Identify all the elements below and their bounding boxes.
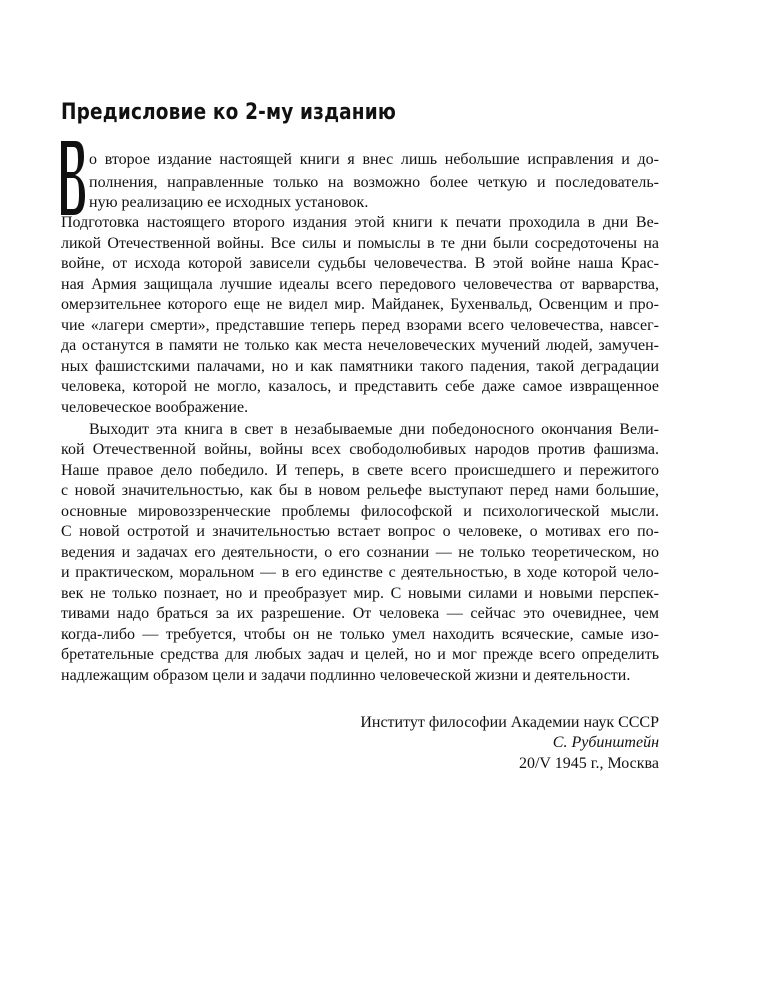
text-line: чие «лагери смерти», представшие теперь перед взорами всего человечества, навсег- — [61, 317, 659, 334]
text-line: надлежащим образом цели и задачи подлинно человеческой жизни и деятельности. — [61, 667, 631, 684]
signature-institute: Институт философии Академии наук СССР — [360, 714, 659, 731]
signature-date-place: 20/V 1945 г., Москва — [518, 755, 659, 772]
text-line: о второе издание настоящей книги я внес лишь небольшие исправления и до- — [89, 151, 659, 168]
signature-author: С. Рубинштейн — [552, 734, 659, 751]
text-line: ведения и задачах его деятельности, о его сознании — не только теоретическом, но — [61, 544, 659, 561]
text-line: С новой остротой и значительностью встает вопрос о человеке, о мотивах его по- — [61, 523, 659, 540]
text-line: кой Отечественной войны, войны всех свободолюбивых народов против фашизма. — [61, 441, 659, 458]
text-line: ных фашистскими палачами, но и как памятники такого падения, такой деградации — [61, 358, 659, 375]
text-line: когда-либо — требуется, чтобы он не только умел находить всяческие, самые изо- — [61, 626, 659, 643]
text-line: войне, от исхода которой зависели судьбы человечества. В этой войне наша Крас- — [61, 255, 659, 272]
text-line: с новой значительностью, как бы в новом рельефе выступают перед нами большие, — [61, 482, 659, 499]
text-line: основные мировоззренческие проблемы философской и психологической мысли. — [61, 503, 659, 520]
text-line: омерзительнее которого еще не видел мир. Майданек, Бухенвальд, Освенцим и про- — [61, 296, 659, 313]
text-line: Выходит эта книга в свет в незабываемые дни победоносного окончания Вели- — [89, 421, 659, 438]
text-line: и практическом, моральном — в его единстве с деятельностью, в ходе которой чело- — [61, 564, 659, 581]
text-line: ную реализацию ее исходных установок. — [89, 194, 369, 211]
text-line: человеческое воображение. — [61, 399, 249, 416]
text-line: человека, которой не могло, казалось, и представить себе даже самое извращенное — [61, 378, 659, 395]
text-line: бретательные средства для любых задач и целей, но и мог прежде всего определить — [61, 646, 659, 663]
text-line: Наше правое дело победило. И теперь, в свете всего происшедшего и пережитого — [61, 462, 659, 479]
text-line: полнения, направленные только на возможно более четкую и последователь- — [89, 174, 659, 191]
text-line: Подготовка настоящего второго издания этой книги к печати проходила в дни Ве- — [61, 214, 659, 231]
text-line: век не только познает, но и преобразует мир. С новыми силами и новыми перспек- — [61, 585, 659, 602]
page-title: Предисловие ко 2-му изданию — [61, 100, 396, 125]
text-line: ликой Отечественной войны. Все силы и помыслы в те дни были сосредоточены на — [61, 235, 659, 252]
dropcap-glyph-shape — [61, 141, 85, 215]
text-line: ная Армия защищала лучшие идеалы всего передового человечества от варварства, — [61, 276, 659, 293]
text-line: да останутся в памяти не только как места нечеловеческих мучений людей, замучен- — [61, 337, 659, 354]
dropcap-letter — [59, 139, 85, 217]
text-line: тивами надо браться за их разрешение. От человека — сейчас это очевиднее, чем — [61, 605, 659, 622]
